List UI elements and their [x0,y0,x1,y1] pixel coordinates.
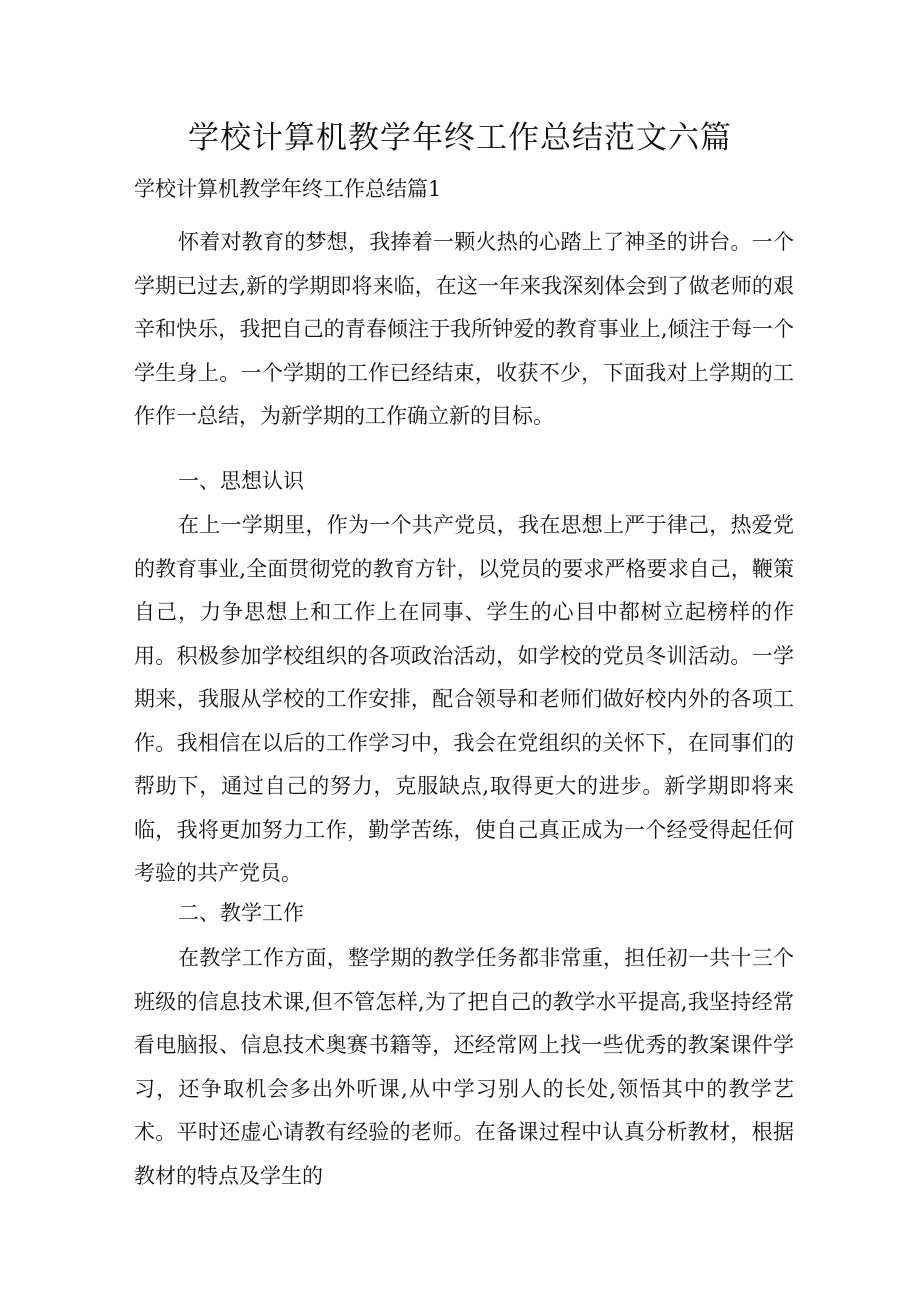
body-paragraph: 在教学工作方面，整学期的教学任务都非常重，担任初一共十三个班级的信息技术课,但不管怎样,为了把自己的教学水平提高,我坚持经常看电脑报、信息技术奥赛书籍等，还经常网上找一些优秀的教案课件学习，还争取机会多出外听课,从中学习别人的长处,领悟其中的教学艺术。平时还虚心请教有经验的老师。在备课过程中认真分析教材，根据教材的特点及学生的 [134,946,794,1188]
document-title: 学校计算机教学年终工作总结范文六篇 [188,120,732,156]
section-subtitle: 学校计算机教学年终工作总结篇1 [134,177,442,201]
body-paragraph: 在上一学期里，作为一个共产党员，我在思想上严于律己，热爱党的教育事业,全面贯彻党的教育方针，以党员的要求严格要求自己，鞭策自己，力争思想上和工作上在同事、学生的心目中都树立起榜样的作用。积极参加学校组织的各项政治活动，如学校的党员冬训活动。一学期来，我服从学校的工作安排，配合领导和老师们做好校内外的各项工作。我相信在以后的工作学习中，我会在党组织的关怀下，在同事们的帮助下，通过自己的努力，克服缺点,取得更大的进步。新学期即将来临，我将更加努力工作，勤学苦练，使自己真正成为一个经受得起任何考验的共产党员。 [134,513,794,885]
section-heading: 一、思想认识 [178,469,304,493]
body-paragraph: 怀着对教育的梦想，我捧着一颗火热的心踏上了神圣的讲台。一个学期已过去,新的学期即将来临，在这一年来我深刻体会到了做老师的艰辛和快乐，我把自己的青春倾注于我所钟爱的教育事业上,倾注于每一个学生身上。一个学期的工作已经结束，收获不少，下面我对上学期的工作作一总结，为新学期的工作确立新的目标。 [134,230,794,428]
section-heading: 二、教学工作 [178,901,304,925]
